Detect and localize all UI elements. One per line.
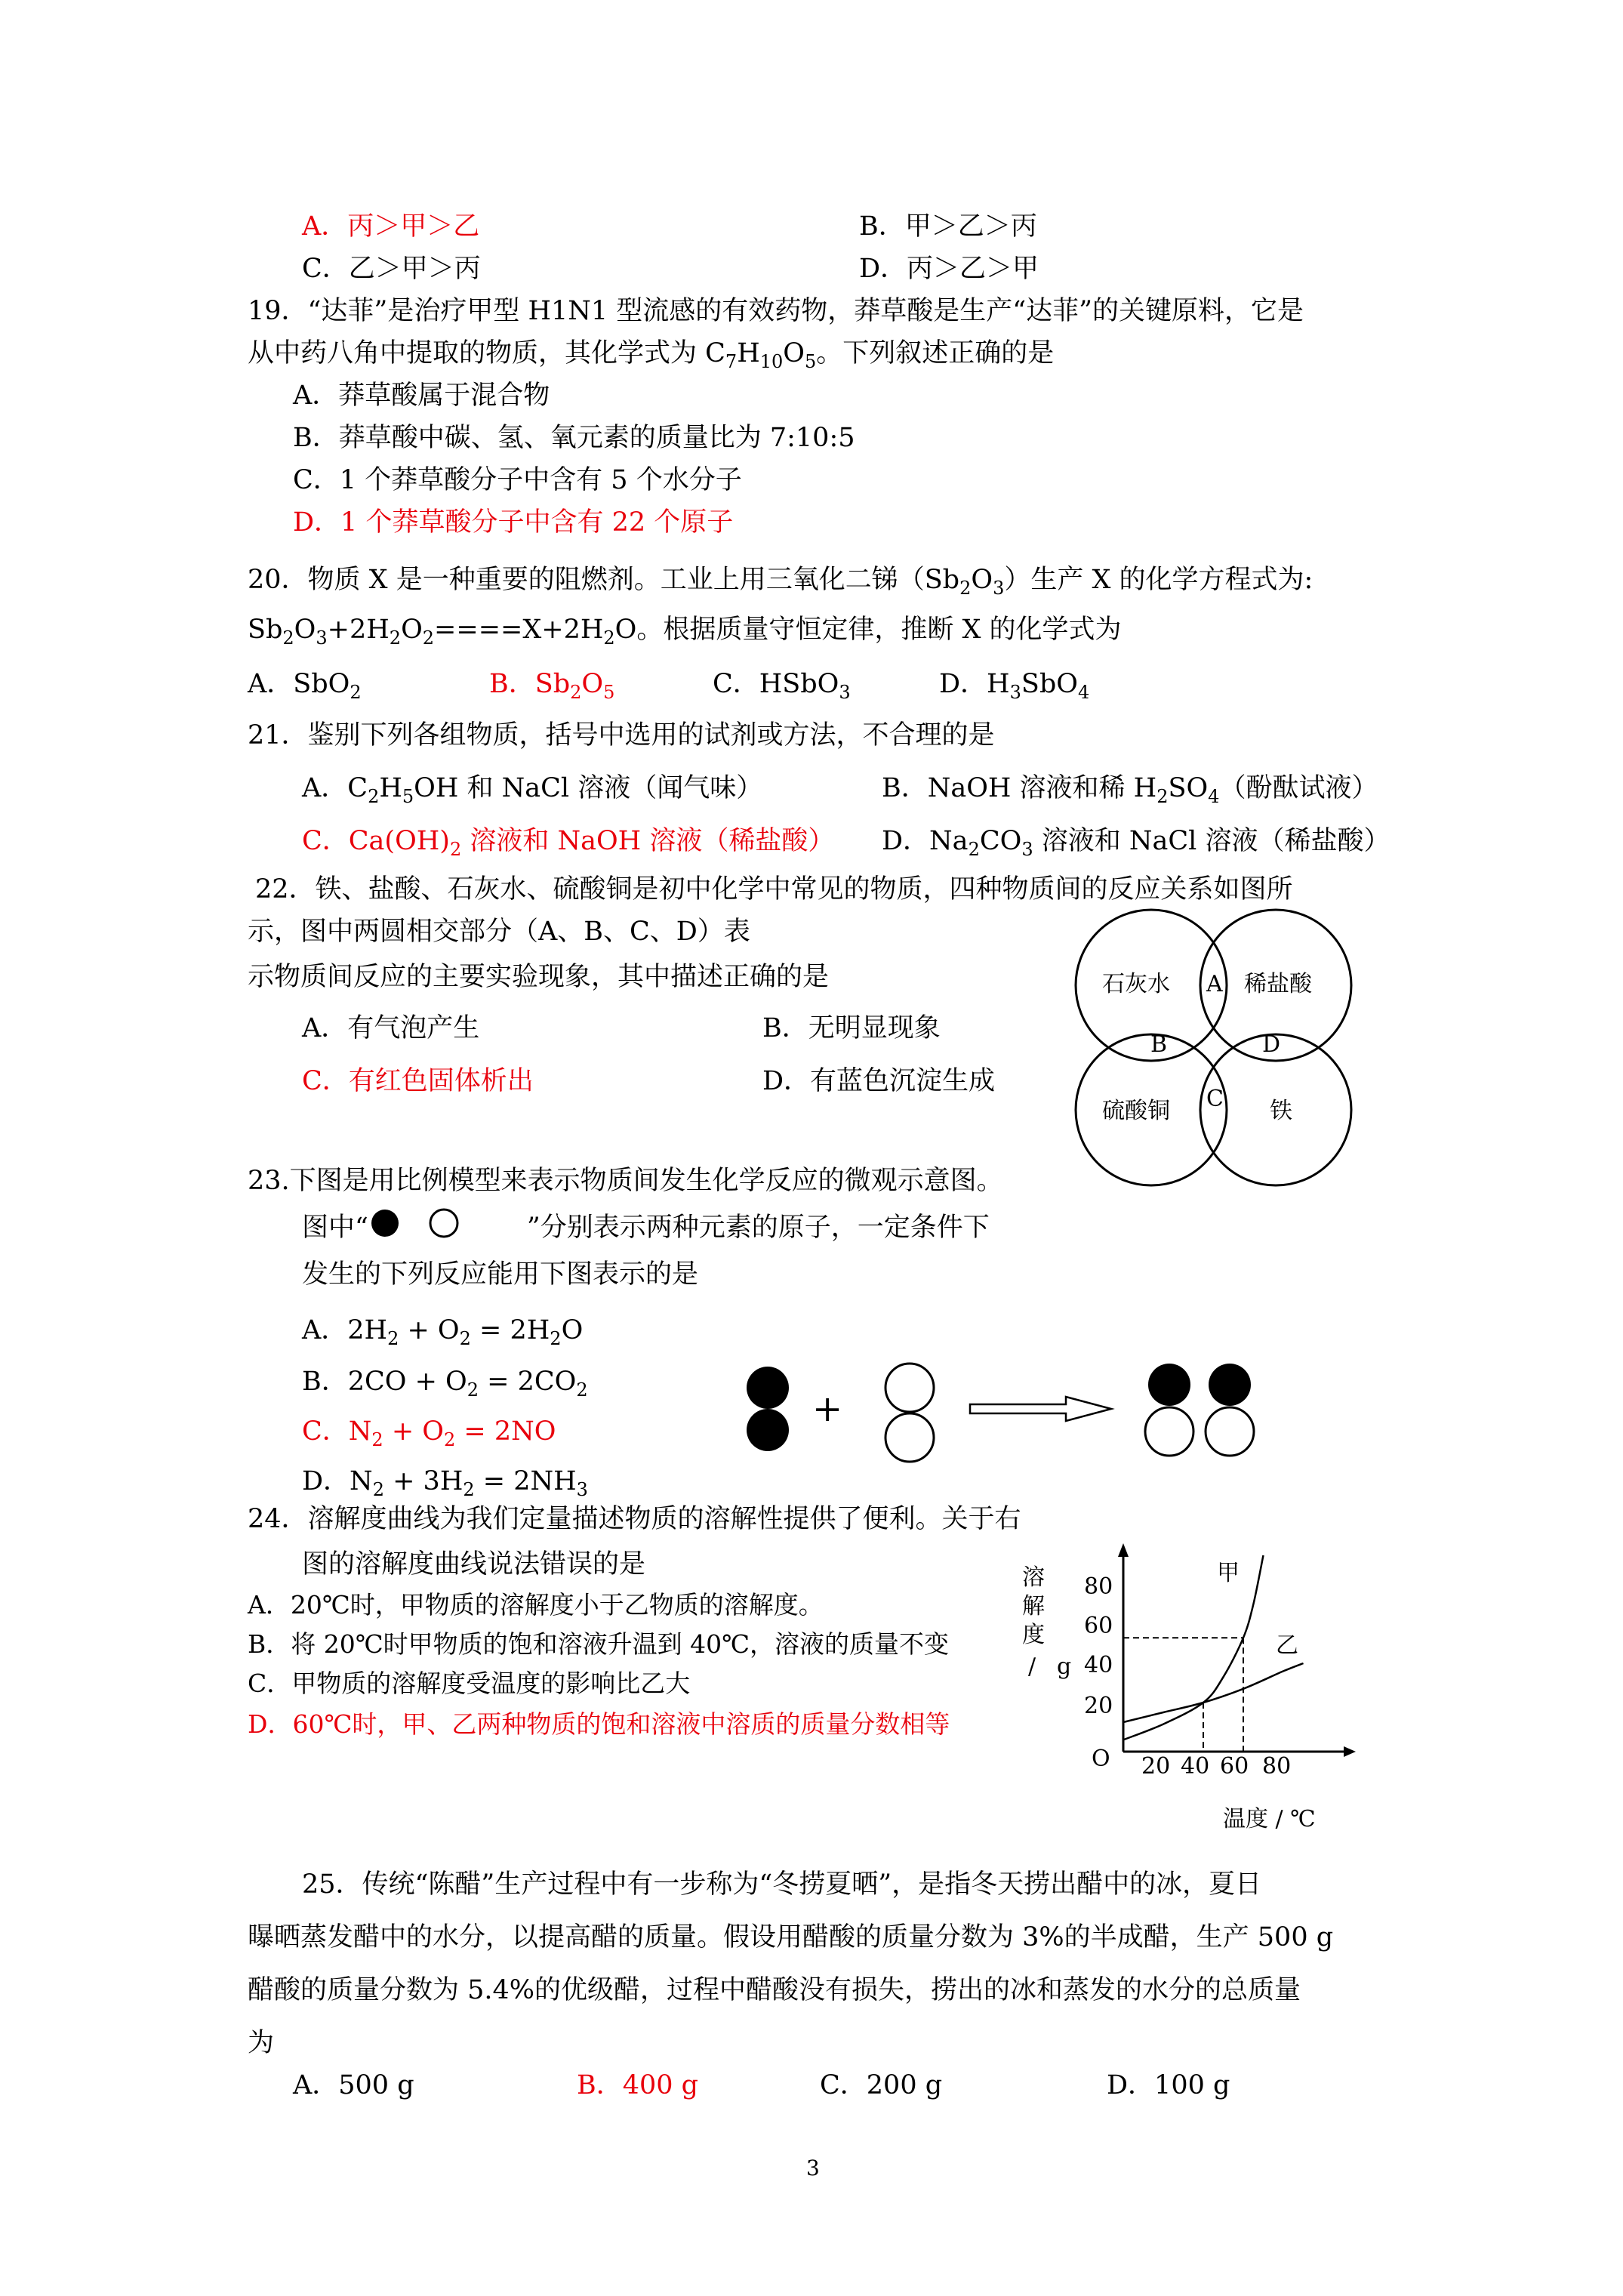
q24-option-c: C．甲物质的溶解度受温度的影响比乙大	[248, 1669, 691, 1698]
q25-option-a: A．500 g	[293, 2070, 414, 2100]
q24-option-d: D．60℃时，甲、乙两种物质的饱和溶液中溶质的质量分数相等	[248, 1709, 950, 1739]
q22-option-a: A．有气泡产生	[302, 1013, 480, 1043]
diagram-label-iron: 铁	[1270, 1098, 1292, 1124]
q18-option-d: D．丙＞乙＞甲	[859, 254, 1039, 284]
y-axis-label-3: 度	[1022, 1622, 1045, 1648]
y-tick-label: 60	[1084, 1613, 1113, 1639]
q22-four-circle-diagram	[1072, 906, 1359, 1193]
q22-option-d: D．有蓝色沉淀生成	[762, 1066, 996, 1096]
q23-stem-line2: 图中“ ”分别表示两种元素的原子，一定条件下	[302, 1211, 990, 1244]
q25-line1: 25．传统“陈醋”生产过程中有一步称为“冬捞夏晒”，是指冬天捞出醋中的冰，夏日	[302, 1869, 1262, 1900]
q21-option-d: D．$Na_2CO_3$ 溶液和 NaCl 溶液（稀盐酸）	[882, 826, 1390, 860]
x-tick-label: 40	[1181, 1753, 1210, 1780]
q18-option-b: B．甲＞乙＞丙	[859, 211, 1037, 242]
q25-line2: 曝晒蒸发醋中的水分，以提高醋的质量。假设用醋酸的质量分数为 3%的半成醋，生产 500 g	[248, 1922, 1334, 1952]
q19-option-c: C．1 个莽草酸分子中含有 5 个水分子	[293, 465, 742, 495]
y-axis-label-5: g	[1057, 1653, 1072, 1680]
page-number: 3	[806, 2156, 820, 2180]
q19-option-d: D．1 个莽草酸分子中含有 22 个原子	[293, 507, 734, 538]
series-line-jia	[1123, 1555, 1264, 1740]
diagram-label-limewater: 石灰水	[1102, 971, 1170, 997]
q22-option-b: B．无明显现象	[762, 1013, 941, 1043]
q20-option-a: A．SbO$_2$	[248, 669, 362, 703]
diagram-label-hydrochloric-acid: 稀盐酸	[1244, 971, 1312, 997]
q20-option-d: D．$H_3SbO_4$	[939, 669, 1090, 703]
y-axis-label-1: 溶	[1022, 1564, 1045, 1591]
q23-option-c: C．$N_2 + O_2 = 2NO$	[302, 1416, 556, 1450]
q18-option-c: C．乙＞甲＞丙	[302, 254, 481, 284]
q21-stem: 21．鉴别下列各组物质，括号中选用的试剂或方法，不合理的是	[248, 720, 995, 750]
y-tick-label: 40	[1084, 1652, 1113, 1678]
origin-label: O	[1092, 1746, 1110, 1772]
q22-stem-line2: 示，图中两圆相交部分（A、B、C、D）表	[248, 917, 750, 947]
q19-stem-line1: 19．“达菲”是治疗甲型 H1N1 型流感的有效药物，莽草酸是生产“达菲”的关键原料，它是	[248, 296, 1304, 326]
q25-line3: 醋酸的质量分数为 5.4%的优级醋，过程中醋酸没有损失，捞出的冰和蒸发的水分的总质量	[248, 1975, 1301, 2005]
q22-option-c: C．有红色固体析出	[302, 1066, 534, 1096]
x-axis-label: 温度 / ℃	[1223, 1806, 1316, 1832]
diagram-region-a: A	[1206, 971, 1223, 997]
q23-option-a: A．$2H_2 + O_2 = 2H_2O$	[302, 1315, 584, 1349]
q22-stem-line1: 22．铁、盐酸、石灰水、硫酸铜是初中化学中常见的物质，四种物质间的反应关系如图所	[255, 874, 1293, 905]
q23-stem-line3: 发生的下列反应能用下图表示的是	[302, 1259, 699, 1290]
q19-option-b: B．莽草酸中碳、氢、氧元素的质量比为 7:10:5	[293, 423, 855, 453]
diagram-region-c: C	[1206, 1086, 1224, 1112]
q23-stem-line1: 23.下图是用比例模型来表示物质间发生化学反应的微观示意图。	[248, 1166, 1003, 1196]
q20-option-c: C．HSbO$_3$	[713, 669, 851, 703]
x-tick-label: 60	[1220, 1753, 1249, 1780]
q19-option-a: A．莽草酸属于混合物	[293, 381, 550, 411]
y-tick-label: 80	[1084, 1573, 1113, 1600]
diagram-region-d: D	[1262, 1031, 1281, 1058]
diagram-label-copper-sulfate: 硫酸铜	[1102, 1098, 1170, 1124]
q23-option-b: B．$2CO + O_2 = 2CO_2$	[302, 1367, 588, 1401]
q24-option-b: B．将 20℃时甲物质的饱和溶液升温到 40℃，溶液的质量不变	[248, 1629, 950, 1659]
q20-option-b: B．$Sb_2O_5$	[489, 669, 615, 703]
q21-option-a: A．$C_2H_5OH$ 和 NaCl 溶液（闻气味）	[302, 773, 763, 807]
y-tick-label: 20	[1084, 1693, 1113, 1719]
x-tick-label: 20	[1141, 1753, 1171, 1780]
q20-equation: $Sb_2O_3+2H_2O_2====X+2H_2O$。根据质量守恒定律，推断 X 的化学式为	[248, 615, 1122, 649]
q24-stem-line2: 图的溶解度曲线说法错误的是	[302, 1549, 646, 1579]
q23-option-d: D．$N_2 + 3H_2 = 2NH_3$	[302, 1466, 588, 1500]
q24-stem-line1: 24．溶解度曲线为我们定量描述物质的溶解性提供了便利。关于右	[248, 1504, 1021, 1534]
q19-stem-line2: 从中药八角中提取的物质，其化学式为 $C_7H_{10}O_5$。下列叙述正确的是	[248, 338, 1055, 372]
q23-reaction-diagram	[740, 1359, 1283, 1472]
x-tick-label: 80	[1262, 1753, 1292, 1780]
q25-option-d: D．100 g	[1107, 2070, 1230, 2100]
q25-option-b: B．400 g	[577, 2070, 699, 2100]
q22-stem-line3: 示物质间反应的主要实验现象，其中描述正确的是	[248, 962, 830, 992]
y-axis-label-4: /	[1028, 1653, 1036, 1680]
reaction-plus-sign: +	[812, 1388, 843, 1430]
q18-option-a: A．丙＞甲＞乙	[302, 211, 480, 242]
q21-option-c: C．$Ca(OH)_2$ 溶液和 NaOH 溶液（稀盐酸）	[302, 826, 835, 860]
series-label-yi: 乙	[1276, 1632, 1298, 1659]
series-label-jia: 甲	[1217, 1560, 1240, 1586]
diagram-region-b: B	[1150, 1031, 1168, 1058]
q24-option-a: A．20℃时，甲物质的溶解度小于乙物质的溶解度。	[248, 1590, 824, 1620]
q21-option-b: B．NaOH 溶液和稀 $H_2SO_4$（酚酞试液）	[882, 773, 1378, 807]
y-axis-label-2: 解	[1022, 1593, 1045, 1620]
q25-option-c: C．200 g	[820, 2070, 943, 2100]
q25-line4: 为	[248, 2028, 275, 2058]
q24-solubility-graph	[1019, 1533, 1366, 1835]
q20-stem-line1: 20．物质 X 是一种重要的阻燃剂。工业上用三氧化二锑$(Sb_2O_3)$生产 X 的化学方程式为:	[248, 565, 1313, 599]
